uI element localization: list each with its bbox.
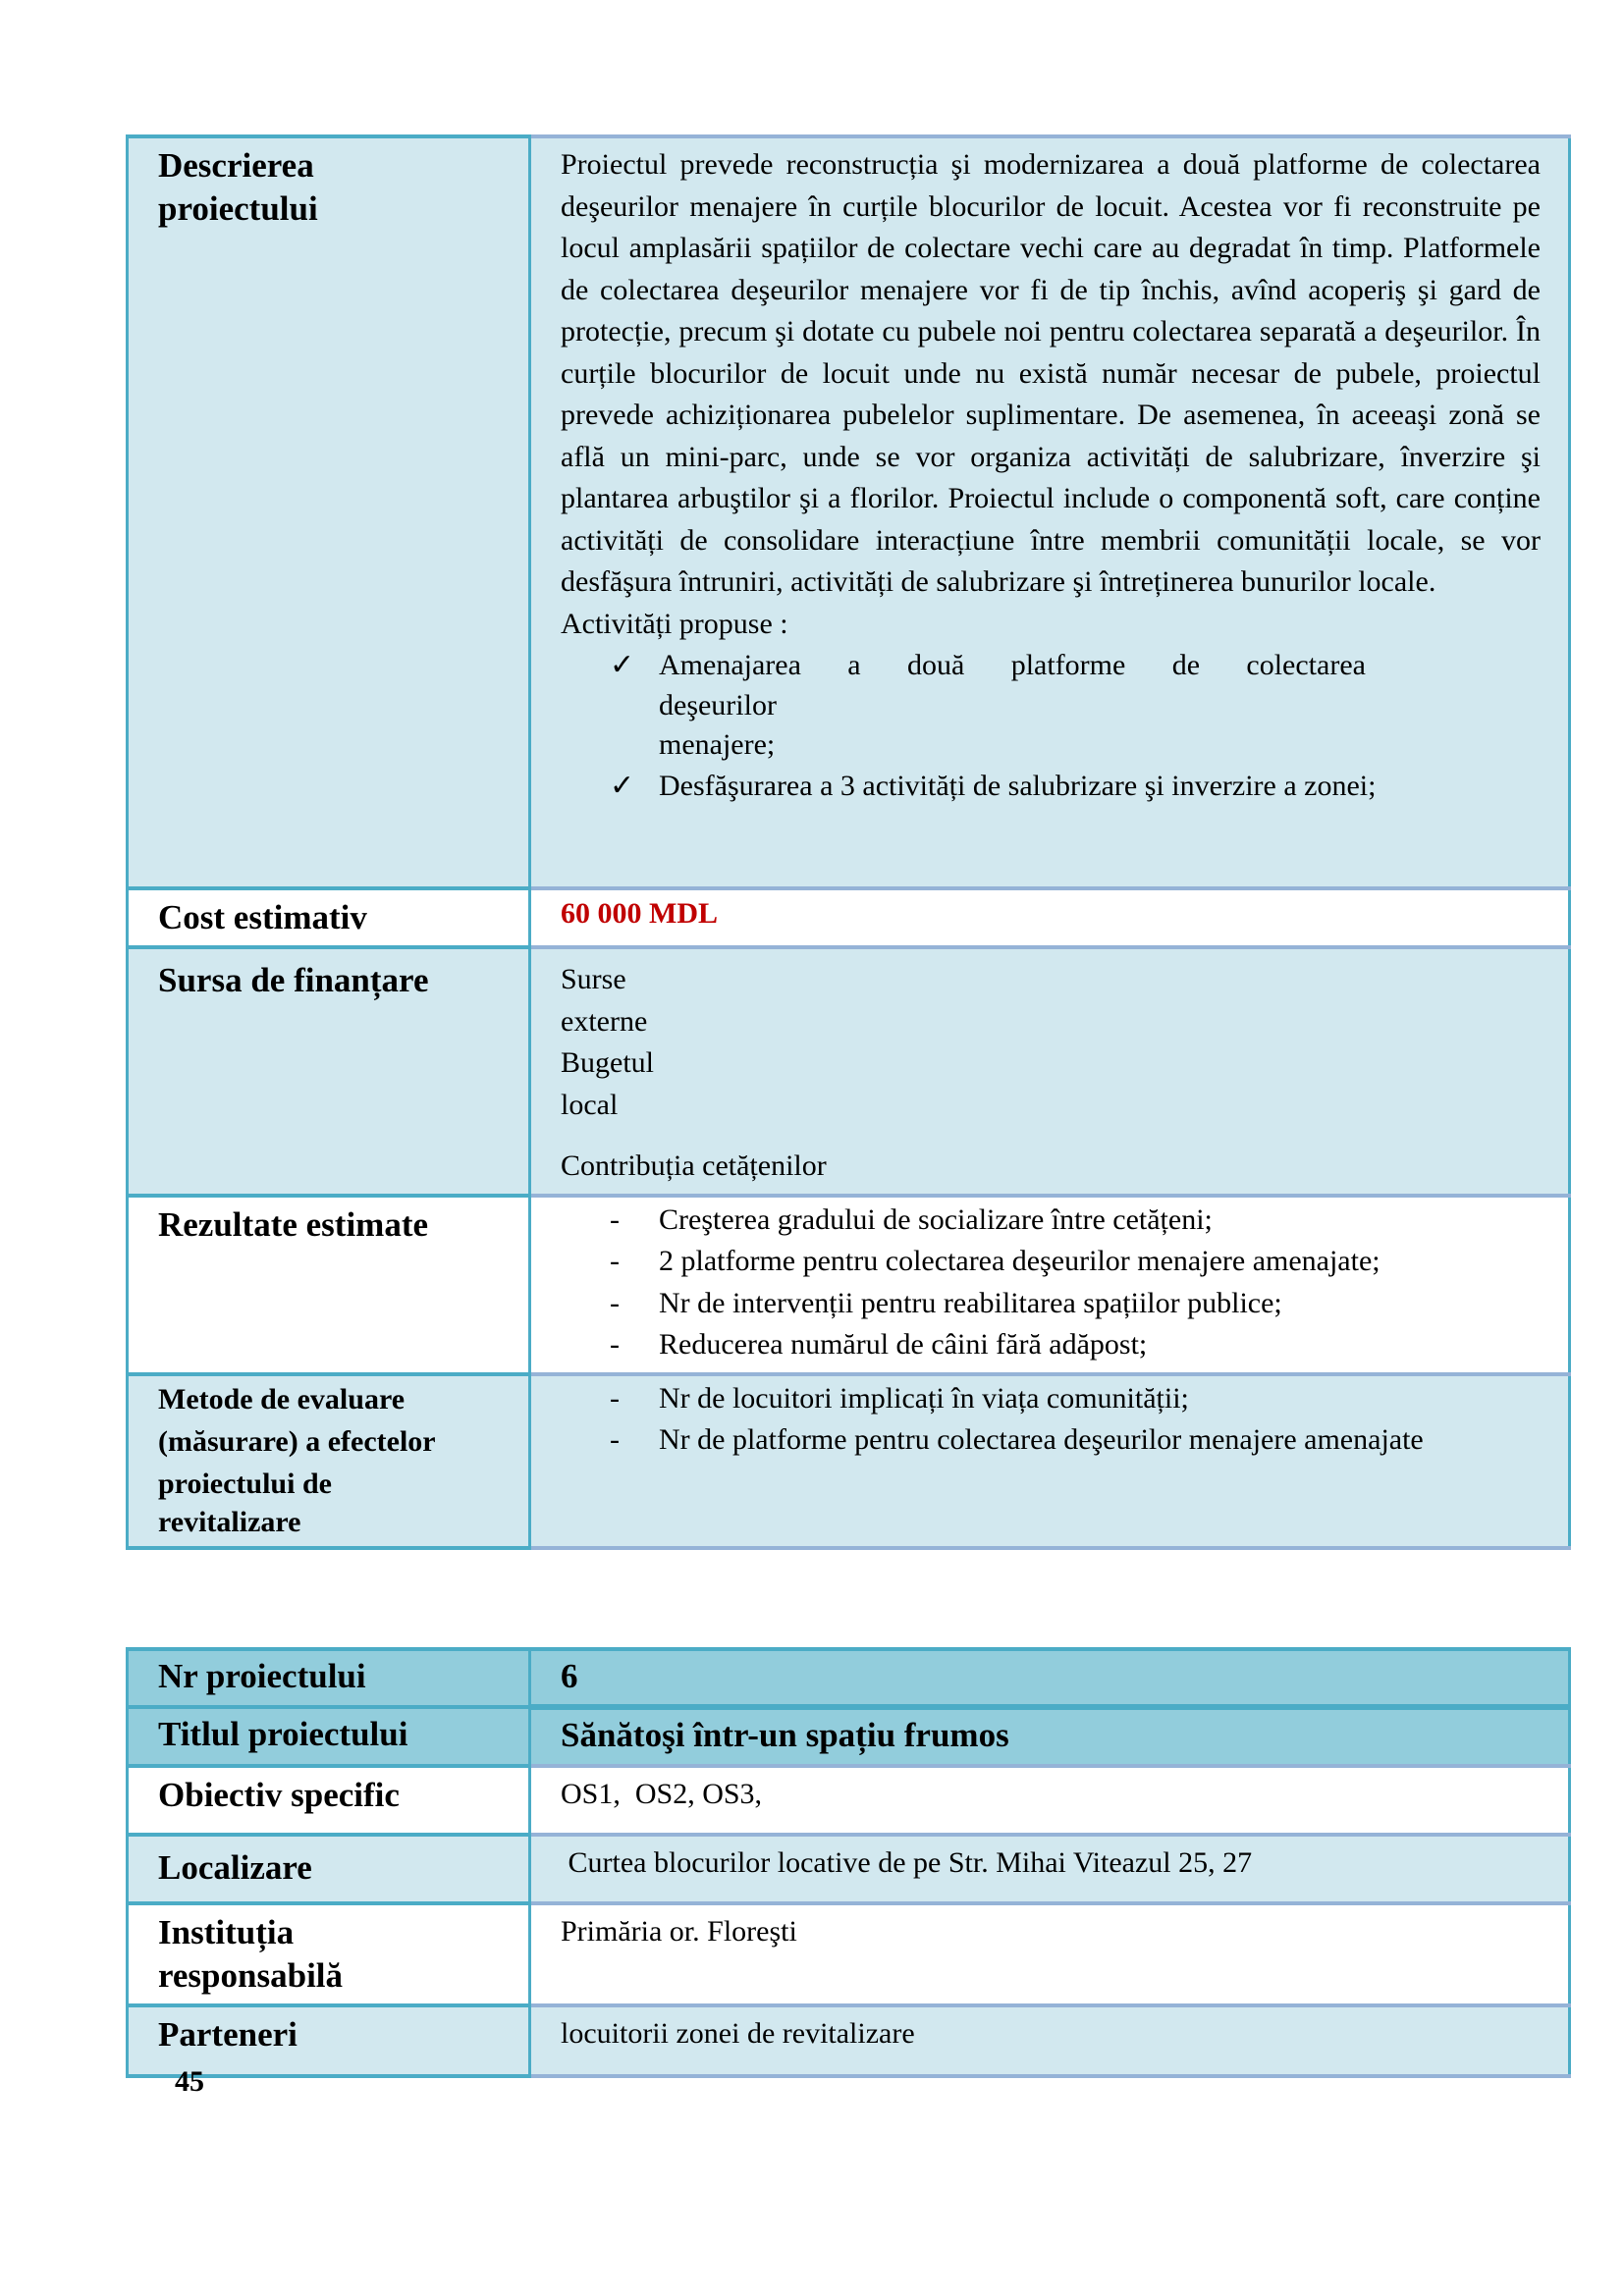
result-item (561, 1200, 1541, 1242)
partners-value: locuitorii zonei de revitalizare (561, 2017, 915, 2050)
funding-row (128, 947, 1570, 1196)
activity-item (561, 645, 1541, 766)
description-label-cell (128, 136, 530, 888)
evaluation-label-line: revitalizare (158, 1505, 301, 1538)
evaluation-item (561, 1378, 1541, 1420)
location-label-cell (128, 1835, 530, 1903)
page-number: 45 (175, 2065, 204, 2098)
funding-line: Surse (561, 963, 626, 995)
results-row (128, 1196, 1570, 1374)
funding-value-cell (530, 947, 1570, 1196)
partners-label: Parteneri (158, 2015, 298, 2054)
funding-line: Bugetul (561, 1046, 654, 1079)
word: a (847, 649, 861, 681)
result-item (561, 1324, 1541, 1366)
description-row (128, 136, 1570, 888)
evaluation-value-cell (530, 1374, 1570, 1548)
activity-line-3: menajere; (659, 727, 776, 761)
result-text: Reducerea numărul de câini fără adăpost; (659, 1328, 1148, 1361)
dash-bullet: - (610, 1328, 620, 1361)
evaluation-item (561, 1419, 1541, 1462)
project-title-label: Titlul proiectului (158, 1715, 408, 1753)
project-number-value-cell (530, 1649, 1570, 1707)
evaluation-label-line: Metode de evaluare (158, 1382, 406, 1415)
dash-bullet: - (610, 1286, 620, 1319)
project-title-value-cell (530, 1707, 1570, 1766)
cost-value: 60 000 MDL (561, 897, 718, 930)
project-title-row (128, 1707, 1570, 1766)
institution-row (128, 1903, 1570, 2005)
evaluation-label-cell (128, 1374, 530, 1548)
project-number-value: 6 (561, 1657, 578, 1695)
objective-label: Obiectiv specific (158, 1776, 400, 1814)
partners-value-cell (530, 2005, 1570, 2076)
check-icon: ✓ (610, 649, 635, 681)
location-value-cell (530, 1835, 1570, 1903)
activities-heading: Activități propuse : (561, 607, 788, 640)
evaluation-row (128, 1374, 1570, 1548)
evaluation-text: Nr de locuitori implicați în viața comunității; (659, 1381, 1189, 1415)
project-title-label-cell (128, 1707, 530, 1766)
institution-label-line: responsabilă (158, 1956, 344, 1995)
project-title-value: Sănătoşi într-un spațiu frumos (561, 1716, 1009, 1754)
project-number-label: Nr proiectului (158, 1657, 366, 1695)
evaluation-label-line: (măsurare) a efectelor (158, 1424, 436, 1458)
word: colectarea (1246, 649, 1366, 681)
description-value-cell (530, 136, 1570, 888)
results-label: Rezultate estimate (158, 1204, 429, 1244)
activity-line-2: deşeurilor (659, 688, 777, 721)
location-label: Localizare (158, 1848, 312, 1887)
dash-bullet: - (610, 1245, 620, 1277)
result-text: 2 platforme pentru colectarea deşeurilor menajere amenajate; (659, 1245, 1380, 1277)
partners-row (128, 2005, 1570, 2076)
objective-row (128, 1766, 1570, 1835)
dash-bullet: - (610, 1423, 620, 1456)
institution-value-cell (530, 1903, 1570, 2005)
funding-label: Sursa de finanțare (158, 961, 429, 999)
description-label: Descrierea proiectului (158, 146, 318, 228)
funding-line: Contribuția cetățenilor (561, 1149, 827, 1182)
result-item (561, 1241, 1541, 1283)
dash-bullet: - (610, 1202, 620, 1236)
cost-label-cell (128, 888, 530, 947)
results-value-cell (530, 1196, 1570, 1374)
funding-line (561, 1126, 1541, 1146)
evaluation-text: Nr de platforme pentru colectarea deşeurilor menajere amenajate (659, 1423, 1424, 1456)
project-number-row (128, 1649, 1570, 1707)
word: două (906, 649, 965, 681)
funding-label-cell (128, 947, 530, 1196)
funding-line: local (561, 1088, 619, 1121)
dash-bullet: - (610, 1381, 620, 1415)
results-label-cell (128, 1196, 530, 1374)
evaluation-label-line: proiectului de (158, 1467, 332, 1500)
activity-line-1 (659, 645, 1366, 687)
check-icon: ✓ (610, 770, 635, 802)
objective-value-cell (530, 1766, 1570, 1835)
location-row (128, 1835, 1570, 1903)
activity-text: Desfăşurarea a 3 activități de salubrizare şi inverzire a zonei; (659, 770, 1377, 802)
result-item (561, 1283, 1541, 1325)
result-text: Nr de intervenții pentru reabilitarea spațiilor publice; (659, 1286, 1282, 1319)
description-text: Proiectul prevede reconstrucția şi modernizarea a două platforme de colectarea deşeurilor menajere în curțile blocurilor de locuit. Acestea vor fi reconstruite pe locul amplasării spațiilor de colectare vechi care au degradat în timp. Platformele de colectarea deşeurilor menajere vor fi de tip închis, avînd acoperiş şi gard de protecție, precum şi dotate cu pubele noi pentru colectarea separată a deşeurilor. În curțile blocurilor de locuit unde nu există număr necesar de pubele, proiectul prevede achiziționarea pubelelor suplimentare. De asemenea, în aceeaşi zonă se află un mini-parc, unde se vor organiza activități de salubrizare, înverzire şi plantarea arbuştilor şi a florilor. Proiectul include o componentă soft, care conține activități de consolidare interacțiune între membrii comunității locale, se vor desfăşura întruniri, activități de salubrizare şi întreținerea bunurilor locale. (561, 148, 1541, 598)
word: Amenajarea (659, 649, 801, 681)
institution-label-line: Instituția (158, 1913, 295, 1951)
activity-item (561, 766, 1541, 808)
word: platforme (1010, 649, 1126, 681)
cost-row (128, 888, 1570, 947)
institution-label-cell (128, 1903, 530, 2005)
institution-value: Primăria or. Floreşti (561, 1915, 797, 1948)
objective-label-cell (128, 1766, 530, 1835)
cost-value-cell (530, 888, 1570, 947)
result-text: Creşterea gradului de socializare între cetățeni; (659, 1202, 1213, 1236)
objective-value: OS1, OS2, OS3, (561, 1778, 763, 1810)
project-number-label-cell (128, 1649, 530, 1707)
project-summary-table (126, 1647, 1571, 2078)
word: de (1171, 649, 1201, 681)
project-details-table (126, 134, 1571, 1550)
location-value: Curtea blocurilor locative de pe Str. Mihai Viteazul 25, 27 (561, 1846, 1253, 1879)
cost-label: Cost estimativ (158, 898, 367, 936)
funding-line: externe (561, 1004, 648, 1038)
